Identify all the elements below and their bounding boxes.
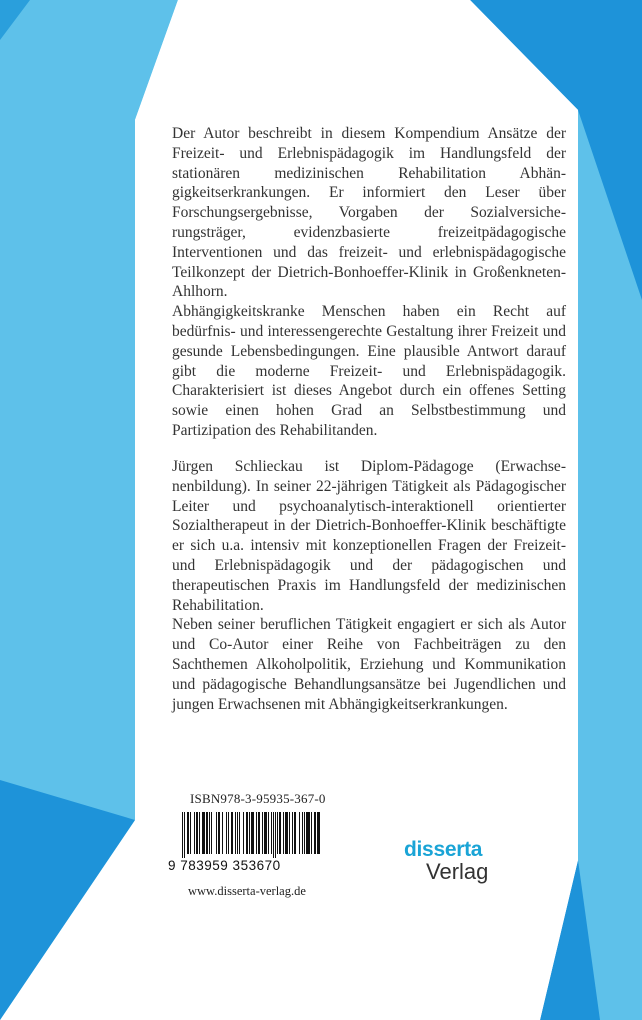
isbn-label: ISBN978-3-95935-367-0 [190,791,326,806]
barcode-bar [285,812,288,854]
book-description [172,124,566,441]
barcode-bar [317,812,320,854]
barcode-bar [299,812,300,854]
barcode-bar [268,812,269,854]
barcode-bar [302,812,303,854]
barcode-bar [262,812,263,854]
barcode-digits: 9 783959 353670 [168,858,281,873]
barcode-bar [187,812,189,854]
barcode-bar [184,812,185,858]
description-paragraph: Der Autor beschreibt in diesem Kompendium Ansätze der Freizeit- und Erlebnispädagogik im Handlungsfeld der stationären medizinischen Rehabilitation Abhängigkeitserkrankungen. Er informiert den Leser über Forschungsergebnisse, Vorgaben der Sozialversicherungsträger, evidenzbasierte freizeitpädagogische Interventionen und das freizeit- und erlebnispädagogische Teilkonzept der Dietrich-Bonhoeffer-Klinik in Großenkneten-Ahlhorn. [172,125,566,301]
barcode-bar [237,812,238,854]
barcode-bar [194,812,195,854]
barcode-bar [275,812,276,858]
barcode-bar [251,812,254,854]
barcode-bar [246,812,248,854]
logo-name-bottom: Verlag [426,859,489,884]
logo-name-top: disserta [404,838,483,861]
barcode-bar [231,812,233,854]
barcode-bar [283,812,284,854]
barcode-bar [314,812,316,854]
left-panel-bottom-dark [0,780,135,1020]
barcode-bar [249,812,250,854]
barcode-bar [199,812,200,854]
barcode-bar [216,812,217,854]
barcode-bar [292,812,293,854]
barcode-bar [294,812,296,854]
description-paragraph: Abhängigkeitskranke Menschen haben ein Recht auf bedürfnis- und interessengerechte Gestaltung ihrer Freizeit und gesunde Lebensbedingungen. Eine plausible Antwort darauf gibt die moderne Freizeit- und Erlebnispädagogik. Charakterisiert ist dieses Angebot durch ein offenes Setting sowie einen hohen Grad an Selbstbestimmung und Partizipation des Rehabilitanden. [172,303,566,439]
barcode-bar [196,812,198,854]
barcode-bar [243,812,244,854]
barcode-bar [264,812,267,854]
barcode-bar [306,812,310,854]
barcode-bar [239,812,240,854]
bio-paragraph: Jürgen Schlieckau ist Diplom-Pädagoge (Erwachsenenbildung). In seiner 22-jährigen Tätigkeit als Pädagogischer Leiter und psychoanalytisch-interaktionell orientierter Sozialtherapeut in der Dietrich-Bonhoeffer-Klinik beschäftigte er sich u.a. intensiv mit konzeptionellen Fragen der Freizeit- und Erlebnispädagogik und der pädagogischen und therapeutischen Praxis im Handlungsfeld der medizinischen Rehabilitation. [172,458,566,614]
barcode-bar [311,812,312,854]
barcode-bar [211,812,212,854]
barcode [181,812,321,858]
author-bio [172,457,566,714]
barcode-bar [206,812,208,854]
barcode-bar [190,812,191,854]
barcode-bar [218,812,220,854]
publisher-website: www.disserta-verlag.de [188,884,306,898]
barcode-bar [209,812,210,854]
barcode-bar [256,812,257,854]
bio-paragraph: Neben seiner beruflichen Tätigkeit engagiert er sich als Autor und Co-Autor einer Reihe von Fachbeiträgen zu den Sachthemen Alkoholpolitik, Erziehung und Kommunikation und pädagogische Behandlungsansätze bei Jugendlichen und jungen Erwachsenen mit Abhängigkeitserkrankungen. [172,616,566,713]
publisher-logo [404,839,488,883]
barcode-bar [226,812,227,854]
barcode-bar [279,812,281,854]
barcode-bar [271,812,272,854]
barcode-bar [228,812,229,854]
barcode-bar [273,812,274,858]
barcode-bar [202,812,205,854]
barcode-bar [222,812,223,854]
barcode-bar [235,812,236,854]
barcode-bar [182,812,183,858]
barcode-bar [277,812,278,854]
barcode-bar [304,812,305,854]
barcode-bar [289,812,290,854]
barcode-bar [258,812,260,854]
